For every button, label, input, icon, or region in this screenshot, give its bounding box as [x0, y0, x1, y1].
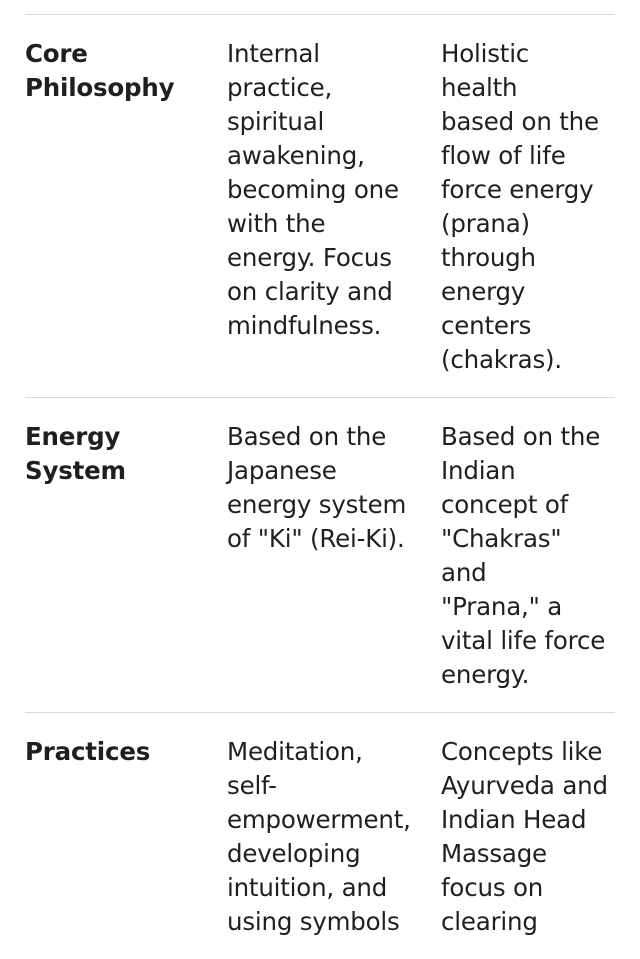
row-label	[25, 420, 227, 692]
cell-line: energy system	[227, 490, 407, 519]
cell-line: centers	[441, 311, 532, 340]
cell-line: Massage	[441, 839, 547, 868]
comparison-table	[25, 14, 615, 959]
row-label-line: Philosophy	[25, 73, 175, 102]
cell-line: Internal	[227, 39, 320, 68]
cell-line: Concepts like	[441, 737, 603, 766]
cell-line: clearing	[441, 907, 538, 936]
cell-line: empowerment,	[227, 805, 411, 834]
cell-line: concept of	[441, 490, 569, 519]
cell-line: using symbols	[227, 907, 400, 936]
cell-line: vital life force	[441, 626, 606, 655]
table-row-core-philosophy	[25, 14, 615, 397]
cell-line: Ayurveda and	[441, 771, 608, 800]
cell-line: based on the	[441, 107, 599, 136]
row-label-line: Energy	[25, 422, 121, 451]
cell-line: energy.	[441, 660, 530, 689]
cell-line: self-	[227, 771, 277, 800]
cell-line: Meditation,	[227, 737, 363, 766]
cell-line: Japanese	[227, 456, 337, 485]
cell-line: spiritual	[227, 107, 325, 136]
cell-line: Holistic health	[441, 39, 530, 102]
table-row-practices	[25, 712, 615, 959]
table-cell-col1	[227, 37, 441, 377]
cell-line: with the	[227, 209, 326, 238]
table-row-energy-system	[25, 397, 615, 712]
cell-line: Indian	[441, 456, 516, 485]
table-cell-col2	[441, 37, 615, 377]
cell-line: awakening,	[227, 141, 365, 170]
cell-line: (prana)	[441, 209, 530, 238]
cell-line: becoming one	[227, 175, 399, 204]
cell-line: mindfulness.	[227, 311, 382, 340]
cell-line: force energy	[441, 175, 594, 204]
cell-line: on clarity and	[227, 277, 393, 306]
cell-line: energy. Focus	[227, 243, 392, 272]
cell-line: intuition, and	[227, 873, 388, 902]
cell-line: practice,	[227, 73, 333, 102]
row-label	[25, 735, 227, 939]
cell-line: energy	[441, 277, 526, 306]
table-cell-col1	[227, 420, 441, 692]
cell-line: of "Ki" (Rei-Ki).	[227, 524, 405, 553]
cell-line: Based on the	[441, 422, 601, 451]
cell-line: "Chakras" and	[441, 524, 562, 587]
row-label-line: Practices	[25, 737, 151, 766]
table-cell-col1	[227, 735, 441, 939]
row-label	[25, 37, 227, 377]
row-label-line: Core	[25, 39, 88, 68]
cell-line: Based on the	[227, 422, 387, 451]
cell-line: focus on	[441, 873, 544, 902]
cell-line: (chakras).	[441, 345, 562, 374]
cell-line: developing	[227, 839, 361, 868]
table-cell-col2	[441, 420, 615, 692]
cell-line: flow of life	[441, 141, 566, 170]
row-label-line: System	[25, 456, 126, 485]
cell-line: Indian Head	[441, 805, 587, 834]
table-cell-col2	[441, 735, 615, 939]
cell-line: "Prana," a	[441, 592, 563, 621]
cell-line: through	[441, 243, 536, 272]
